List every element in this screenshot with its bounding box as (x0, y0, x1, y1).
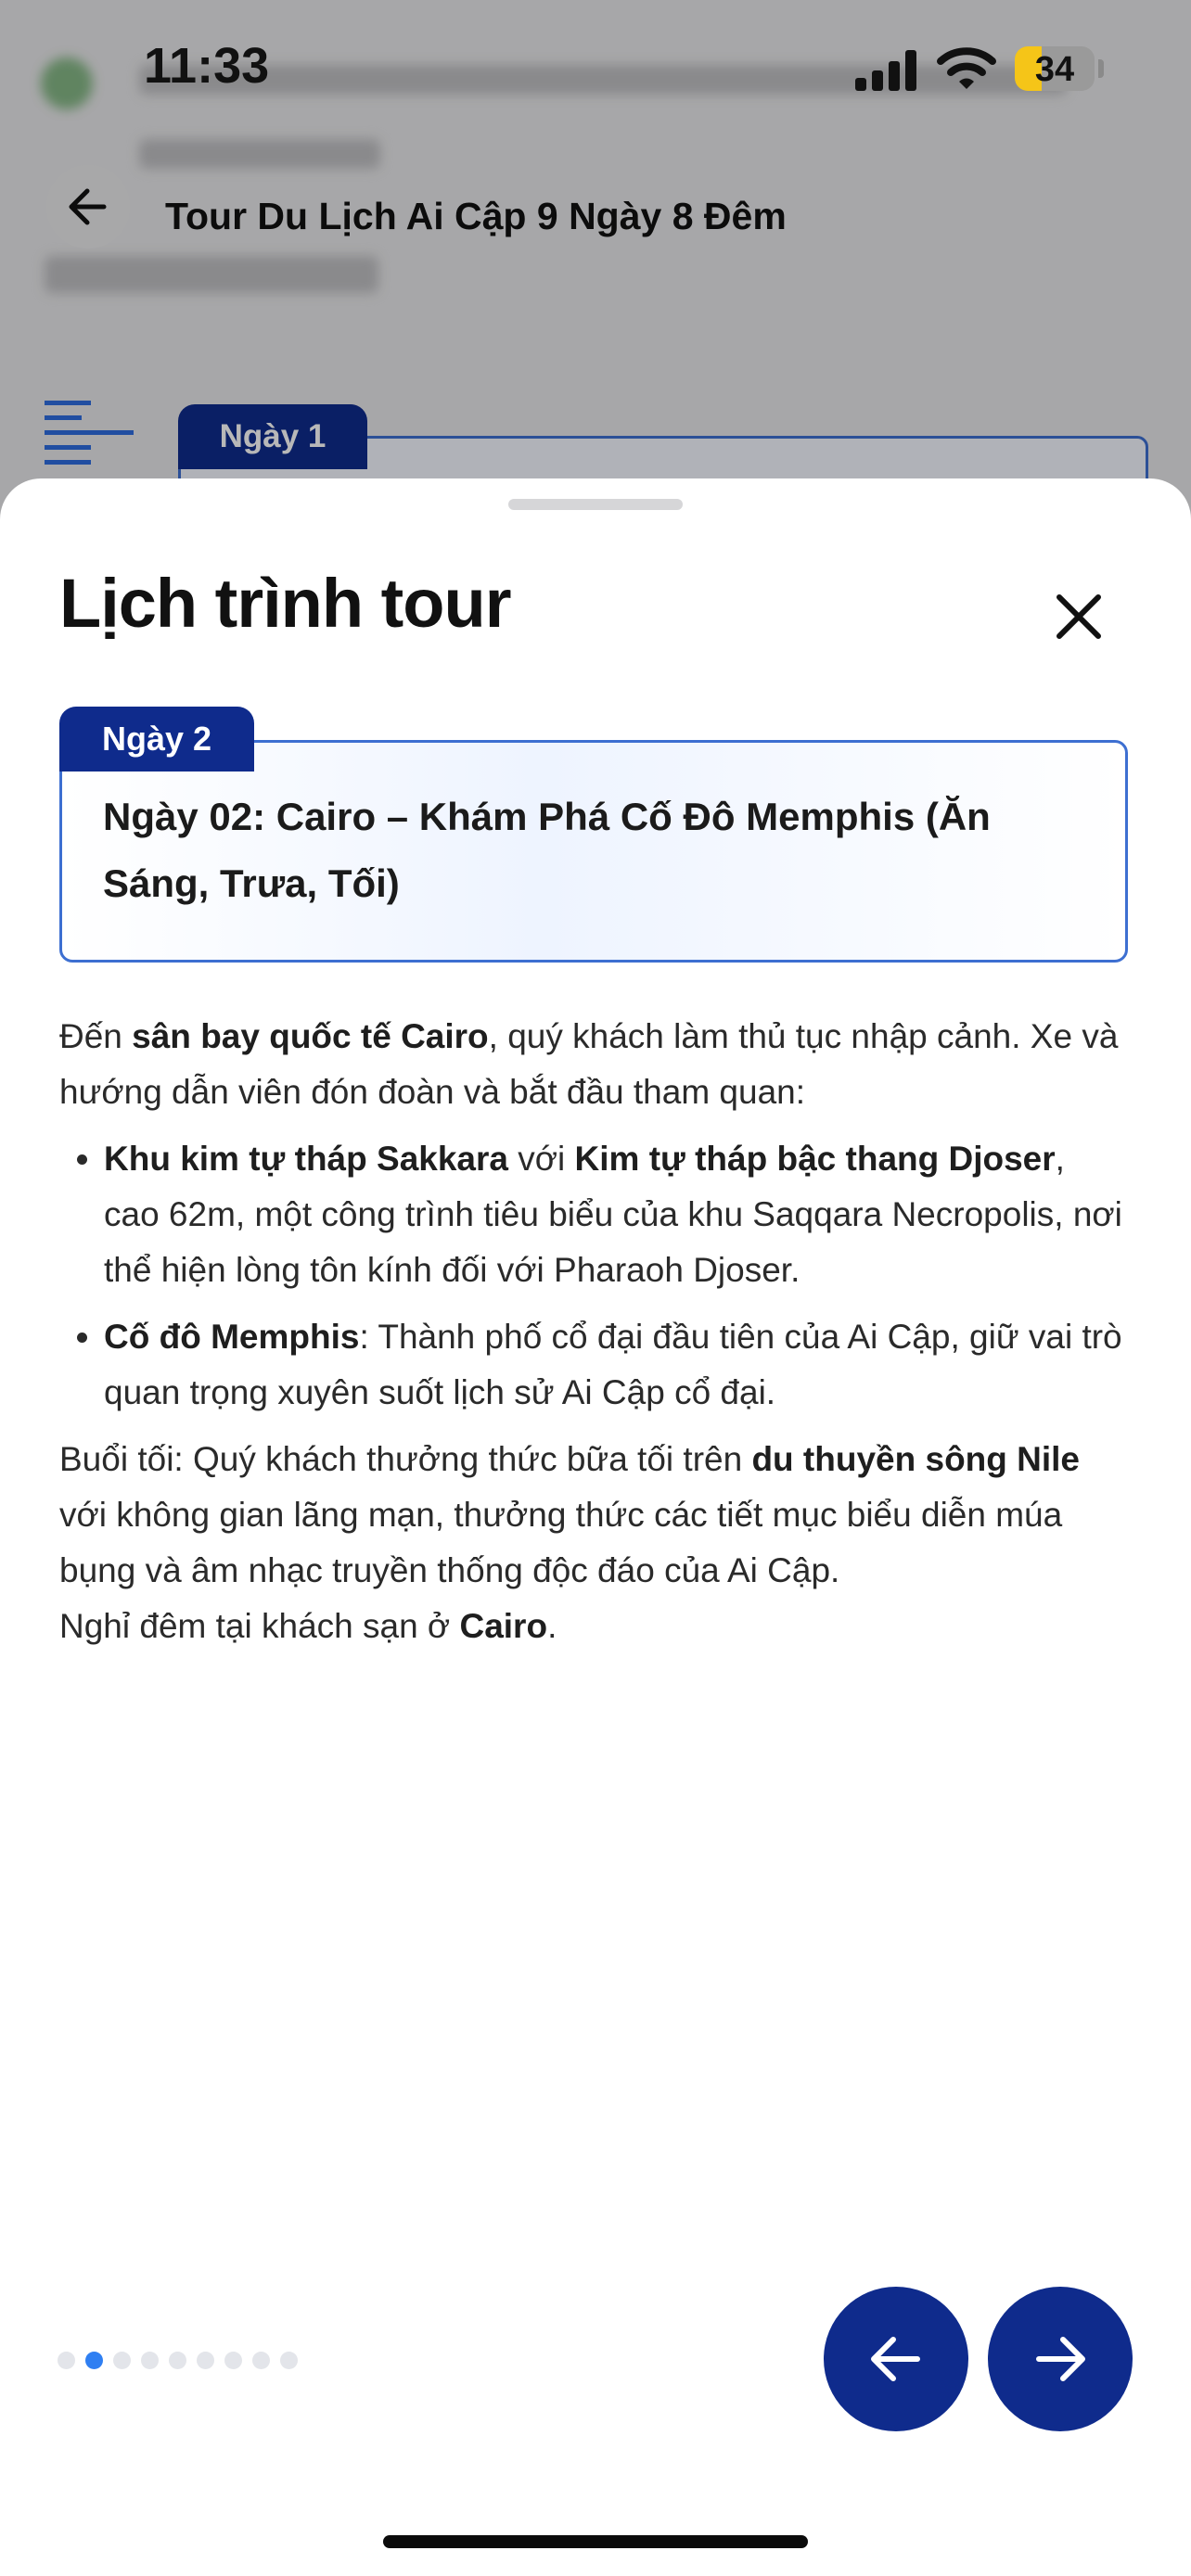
sheet-title: Lịch trình tour (59, 565, 511, 642)
list-item: • Cố đô Memphis: Thành phố cổ đại đầu tiên của Ai Cập, giữ vai trò quan trọng xuyên suốt lịch sử Ai Cập cổ đại. (104, 1309, 1126, 1421)
battery-tip (1098, 59, 1104, 78)
wifi-icon (937, 46, 996, 91)
day-tab: Ngày 2 (59, 707, 254, 772)
status-bar (0, 0, 1191, 139)
day-card (59, 740, 1128, 963)
next-day-button[interactable] (988, 2287, 1133, 2431)
previous-day-button[interactable] (824, 2287, 968, 2431)
day-description (59, 1009, 1126, 1654)
background-day-tab: Ngày 1 (178, 404, 367, 469)
status-time: 11:33 (144, 38, 270, 94)
page-dot[interactable] (224, 2352, 242, 2369)
evening-paragraph: Buổi tối: Quý khách thưởng thức bữa tối trên du thuyền sông Nile với không gian lãng mạn, thưởng thức các tiết mục biểu diễn múa bụng và âm nhạc truyền thống độc đáo của Ai Cập. (59, 1440, 1081, 1589)
page-dot[interactable] (58, 2352, 75, 2369)
highlights-list (59, 1131, 1126, 1421)
arrow-right-icon (1028, 2327, 1093, 2391)
page-title: Tour Du Lịch Ai Cập 9 Ngày 8 Đêm (165, 195, 787, 237)
itinerary-sheet (0, 478, 1191, 2576)
cellular-signal-icon (855, 48, 920, 91)
intro-paragraph: Đến sân bay quốc tế Cairo, quý khách làm thủ tục nhập cảnh. Xe và hướng dẫn viên đón đoàn và bắt đầu tham quan: (59, 1017, 1119, 1111)
day-title: Ngày 02: Cairo – Khám Phá Cố Đô Memphis (Ăn Sáng, Trưa, Tối) (103, 795, 991, 905)
sheet-drag-handle[interactable] (508, 499, 683, 510)
home-indicator[interactable] (383, 2535, 808, 2548)
list-item: • Khu kim tự tháp Sakkara với Kim tự tháp bậc thang Djoser, cao 62m, một công trình tiêu biểu của khu Saqqara Necropolis, nơi thể hiện lòng tôn kính đối với Pharaoh Djoser. (104, 1131, 1126, 1298)
page-dot[interactable] (85, 2352, 103, 2369)
battery-icon (1015, 46, 1095, 91)
battery-level: 34 (1034, 50, 1075, 89)
background-page (0, 0, 1191, 519)
page-dot[interactable] (113, 2352, 131, 2369)
overnight-paragraph: Nghỉ đêm tại khách sạn ở Cairo. (59, 1607, 557, 1645)
page-dot[interactable] (141, 2352, 159, 2369)
arrow-left-icon (864, 2327, 928, 2391)
page-dot[interactable] (169, 2352, 186, 2369)
page-dot[interactable] (252, 2352, 270, 2369)
close-icon[interactable] (1046, 584, 1111, 649)
page-dot[interactable] (197, 2352, 214, 2369)
page-dot[interactable] (280, 2352, 298, 2369)
